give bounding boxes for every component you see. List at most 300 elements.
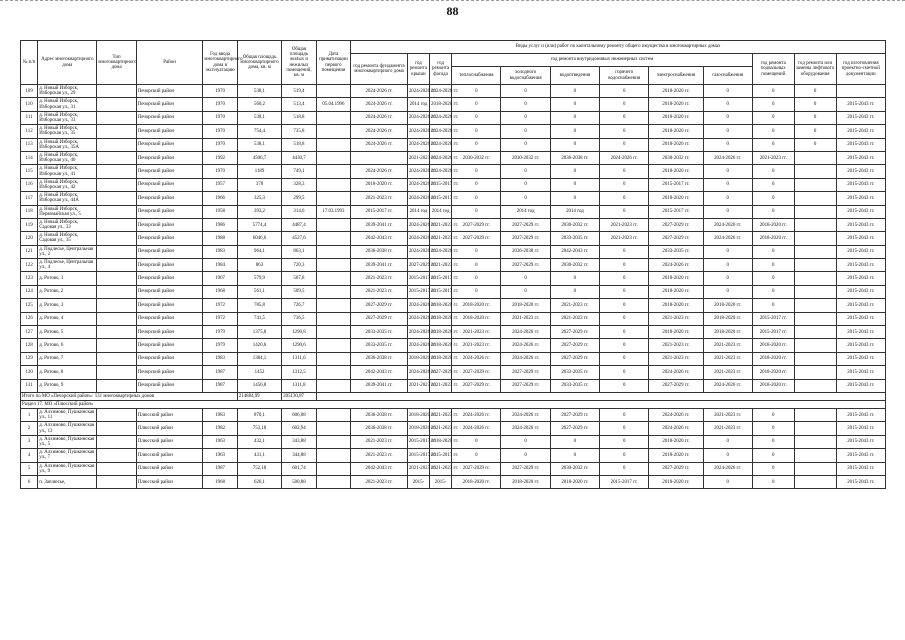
table-cell: 0 [752,192,794,205]
col-header: Общая площадь жилых и нежилых помещений, кв. м [282,41,317,85]
table-cell: Печорский район [136,98,203,111]
table-cell [316,435,351,448]
table-cell: 0 [752,259,794,272]
table-cell: 5774,4 [237,218,281,231]
table-row [21,312,886,325]
table-cell: 2014 год [501,205,550,218]
table-cell: 602,94 [282,422,317,435]
table-cell: 0 [752,178,794,191]
table-cell: 2042-2043 гг. [351,232,408,245]
table-cell: 0 [550,85,599,98]
table-cell: 0 [550,178,599,191]
table-cell: 2027-2029 гг. [550,339,599,352]
table-cell: 0 [752,138,794,151]
subgroup-header: год ремонта внутридомовых инженерных систем [452,54,753,67]
table-cell: д. Новый Изборск, Изборская ул., 42 [38,178,97,191]
table-cell: 2024-2026 гг. [407,245,429,258]
table-cell: 513,4 [282,98,317,111]
table-cell: 2021-2023 гг. [550,299,599,312]
table-cell [97,245,136,258]
table-cell: 0 [600,285,649,298]
table-cell: 2018-2020 гг. [430,352,452,365]
table-cell: 2014 год [430,205,452,218]
col-header: год ремонта фундамента многоквартирного дома [351,54,408,85]
table-cell: 2018-2020 гг. [550,475,599,488]
table-cell: 2027-2029 гг. [452,462,501,475]
table-cell [794,366,836,379]
table-cell: 2015-2043 гг. [836,151,885,164]
table-cell: 2027-2029 гг. [550,422,599,435]
table-cell: 2027-2029 гг. [452,366,501,379]
table-cell: 113 [21,138,38,151]
table-cell: 2021-2023 гг. [649,352,703,365]
table-cell: 0 [600,205,649,218]
table-cell: 2015-2043 гг. [836,245,885,258]
table-cell: 2030-2032 гг. [550,462,599,475]
table-cell: Печорский район [136,285,203,298]
table-cell: 4506,7 [237,151,281,164]
table-cell: 2015-2043 гг. [836,111,885,124]
table-cell: 0 [452,165,501,178]
table-cell: 2021-2023 гг. [351,435,408,448]
table-cell: 2018-2020 гг. [430,435,452,448]
table-cell [316,245,351,258]
table-cell: 2021-2023 гг. [430,422,452,435]
table-cell [316,379,351,392]
table-cell: д. Новый Изборск, Изборская ул., 44А [38,192,97,205]
table-cell: 2018-2020 гг. [649,125,703,138]
table-cell: 0 [452,192,501,205]
table-cell: 0 [452,259,501,272]
table-row [21,352,886,365]
table-cell: 111 [21,111,38,124]
table-cell: 2024-2026 гг. [703,232,752,245]
table-cell: 2021-2023 гг. [351,192,408,205]
table-cell: 561,1 [237,285,281,298]
table-cell: 124 [21,285,38,298]
col-header: газоснабжения [703,67,752,85]
table-row [21,192,886,205]
table-cell [316,178,351,191]
table-cell: 393,2 [237,205,281,218]
table-cell [97,366,136,379]
table-cell [316,326,351,339]
table-cell: 0 [550,111,599,124]
table-cell [97,475,136,488]
table-cell: 2014 год [407,98,429,111]
table-cell: 2018-2020 гг. [430,98,452,111]
table-cell: Печорский район [136,205,203,218]
subtotal-row [21,392,886,400]
table-row [21,408,886,421]
table-cell: Печорский район [136,366,203,379]
table-cell: 0 [501,178,550,191]
table-cell: 130 [21,366,38,379]
table-cell: 2015-2043 гг. [836,232,885,245]
table-cell: 1979 [203,326,238,339]
table-cell [316,422,351,435]
table-cell: 2015-2043 гг. [836,165,885,178]
table-cell: 2018-2020 гг. [430,339,452,352]
table-cell [316,259,351,272]
table-cell: 2036-2038 гг. [501,245,550,258]
table-cell: 343,88 [282,435,317,448]
table-cell: 1452 [237,366,281,379]
table-cell: 518,8 [282,111,317,124]
table-cell: 314,6 [282,205,317,218]
table-cell: Печорский район [136,85,203,98]
table-cell [794,326,836,339]
table-cell: 4430,7 [282,151,317,164]
table-cell: 0 [501,98,550,111]
table-cell [97,379,136,392]
table-cell: 0 [501,272,550,285]
table-cell: 0 [550,272,599,285]
table-cell: 0 [600,245,649,258]
col-header: горячего водоснабжения [600,67,649,85]
table-cell: 2018-2020 гг. [452,299,501,312]
table-cell: 0 [452,85,501,98]
table-cell: д. Новый Изборск, Изборская ул., 40 [38,151,97,164]
table-cell [316,232,351,245]
table-cell: 1384,1 [237,352,281,365]
table-cell: 1311,6 [282,352,317,365]
table-cell: Плюсский район [136,449,203,462]
table-cell: 2018-2020 гг. [452,475,501,488]
table-cell: 1189 [237,165,281,178]
table-cell: 2027-2029 гг. [550,352,599,365]
table-cell: 4 [21,449,38,462]
table-cell: 2024-2026 гг. [407,85,429,98]
table-cell [794,165,836,178]
table-cell [316,272,351,285]
table-cell [316,165,351,178]
table-cell: 2015-2043 гг. [836,435,885,448]
table-cell: 2024-2026 гг. [407,326,429,339]
table-row [21,462,886,475]
table-cell: 05.04.1996 [316,98,351,111]
table-row [21,379,886,392]
table-cell: 2024-2026 гг. [703,462,752,475]
table-cell: 0 [550,125,599,138]
table-cell: 2015-2017 гг. [649,205,703,218]
table-cell: 0 [703,85,752,98]
table-cell: Печорский район [136,299,203,312]
table-row [21,449,886,462]
table-cell [97,352,136,365]
table-cell: 0 [600,85,649,98]
table-cell: 431,1 [237,449,281,462]
table-cell: 2027-2029 гг. [501,366,550,379]
table-cell: 2015-2017 гг. [649,178,703,191]
table-cell: 1988 [203,232,238,245]
table-cell: 2024-2026 гг. [703,218,752,231]
table-cell [97,218,136,231]
table-cell: 1970 [203,125,238,138]
table-cell: 0 [600,449,649,462]
table-cell: 0 [703,245,752,258]
table-cell [794,232,836,245]
table-cell: 1312,5 [282,366,317,379]
table-cell: 0 [452,285,501,298]
table-cell: 1375,8 [237,326,281,339]
table-cell: 2024-2026 гг. [452,422,501,435]
table-cell: 2018-2020 гг. [703,326,752,339]
table-cell [794,205,836,218]
table-cell: 2018-2020 гг. [649,326,703,339]
table-cell [794,299,836,312]
table-cell: 0 [794,138,836,151]
table-cell: 127 [21,326,38,339]
table-cell [316,312,351,325]
table-cell: 0 [752,272,794,285]
table-cell: д. Ротово, 3 [38,299,97,312]
table-cell [794,312,836,325]
table-cell: 0 [452,435,501,448]
table-cell: 1963 [203,435,238,448]
table-cell: 1970 [203,138,238,151]
table-cell: 0 [550,98,599,111]
table-cell: 2024-2026 гг. [407,339,429,352]
table-cell [316,449,351,462]
col-header: год изготовления проектно-сметной документации [836,54,885,85]
table-cell: 507,8 [282,272,317,285]
table-cell: 1290,6 [282,339,317,352]
table-cell: 0 [703,435,752,448]
subtotal-rest [316,392,885,400]
table-cell: 2015-2043 гг. [836,379,885,392]
subtotal-living-area: 205130,87 [282,392,317,400]
table-cell: 2015- [430,475,452,488]
table-cell: д. Алхимово, Пушкинская ул., 7 [38,449,97,462]
table-cell: 1987 [203,462,238,475]
table-cell [316,352,351,365]
table-cell: 1966 [203,192,238,205]
table-cell: 2021-2023 гг. [501,312,550,325]
table-cell: 736,5 [282,312,317,325]
table-cell: 2015-2043 гг. [836,138,885,151]
table-cell: 432,1 [237,435,281,448]
table-cell: 2036-2038 гг. [351,422,408,435]
table-cell: 2015-2043 гг. [836,272,885,285]
table-cell: Печорский район [136,218,203,231]
table-cell: 2021-2023 гг. [452,339,501,352]
table-cell: 2015-2043 гг. [836,339,885,352]
table-cell: 1983 [203,408,238,421]
table-cell: 2015-2043 гг. [836,192,885,205]
table-cell: 0 [600,435,649,448]
table-cell: 2021-2023 гг. [649,339,703,352]
table-cell: 2024-2026 гг. [430,165,452,178]
table-cell: 0 [600,408,649,421]
table-cell: 0 [452,125,501,138]
table-cell: 1992 [203,151,238,164]
table-cell: 0 [752,435,794,448]
table-cell: 4527,6 [282,232,317,245]
table-cell [316,462,351,475]
table-cell: 2015-2043 гг. [836,475,885,488]
table-cell: 2018-2020 гг. [501,299,550,312]
table-cell: 1987 [203,366,238,379]
table-cell: д. Новый Изборск, Изборская ул., 41 [38,165,97,178]
table-cell: 0 [600,326,649,339]
table-cell: 2018-2020 гг. [752,352,794,365]
table-row [21,85,886,98]
table-cell: 2024-2026 гг. [351,138,408,151]
table-cell: 2021-2023 гг. [407,462,429,475]
table-cell: 2024-2026 гг. [407,366,429,379]
table-cell: 0 [452,245,501,258]
table-cell: 1958 [203,205,238,218]
table-cell: 2018-2020 гг. [649,138,703,151]
table-cell: 2024-2026 гг. [703,379,752,392]
table-cell: 2018-2020 гг. [649,475,703,488]
table-cell: 120 [21,232,38,245]
table-cell: 2036-2038 гг. [351,408,408,421]
table-cell: 2024-2026 гг. [351,111,408,124]
table-cell: 2024-2026 гг. [351,85,408,98]
table-cell: 2024-2026 гг. [407,111,429,124]
table-cell: 1970 [203,165,238,178]
table-cell: 2024-2026 гг. [430,85,452,98]
col-header: № п/п [21,41,38,85]
table-cell [794,449,836,462]
table-cell: 0 [550,285,599,298]
table-cell: 2033-2035 гг. [550,366,599,379]
table-cell: д. Новый Изборск, Садовая ул., 33 [38,218,97,231]
col-header: Общая площадь многоквартирного дома, кв. м [237,41,281,85]
table-cell: 0 [550,435,599,448]
table-cell: 0 [501,85,550,98]
table-cell: 2018-2020 гг. [649,192,703,205]
table-cell: Плюсский район [136,408,203,421]
table-cell: 2018-2020 гг. [407,352,429,365]
table-cell: 2033-2035 гг. [649,245,703,258]
table-cell: 0 [501,285,550,298]
table-cell: Печорский район [136,272,203,285]
table-cell: 2021-2023 гг. [430,232,452,245]
table-cell: 2024-2026 гг. [430,245,452,258]
table-cell [97,138,136,151]
table-cell [794,192,836,205]
table-cell [794,475,836,488]
table-cell: 2030-2032 гг. [501,151,550,164]
table-cell: 325,3 [237,192,281,205]
table-cell: 753,18 [237,422,281,435]
table-cell: 2024-2026 гг. [407,299,429,312]
table-cell: 2021-2023 гг. [703,339,752,352]
table-cell: 2018-2020 гг. [351,178,408,191]
table-cell: 6046,6 [237,232,281,245]
table-cell: 2039-2041 гг. [351,379,408,392]
table-cell [97,422,136,435]
table-cell: 735,8 [282,125,317,138]
table-cell: 2015-2043 гг. [836,259,885,272]
table-row [21,165,886,178]
table-cell: 0 [752,85,794,98]
table-cell: 2021-2023 гг. [407,379,429,392]
table-cell: 2018-2020 гг. [752,339,794,352]
table-cell: 2018-2020 гг. [752,218,794,231]
table-cell: 2014 год [550,205,599,218]
table-cell: 115 [21,165,38,178]
table-cell [97,449,136,462]
table-cell: 0 [550,165,599,178]
table-cell: 129 [21,352,38,365]
col-header: электроснабжения [649,67,703,85]
table-cell: 2018-2020 гг. [649,435,703,448]
table-cell: 0 [600,165,649,178]
table-cell: 2024-2026 гг. [430,138,452,151]
table-cell: 2021-2023 гг. [351,285,408,298]
table-cell [97,326,136,339]
table-cell: 2015-2043 гг. [836,462,885,475]
table-row [21,178,886,191]
table-cell: 2024-2026 гг. [407,312,429,325]
table-row [21,218,886,231]
table-cell: 2018-2020 гг. [703,312,752,325]
table-cell [316,192,351,205]
table-cell: 2018-2020 гг. [649,98,703,111]
table-cell: 0 [452,111,501,124]
col-header: водоотведения [550,67,599,85]
table-cell: 2021-2023 гг. [452,326,501,339]
table-cell [316,366,351,379]
table-cell: 1420,6 [237,339,281,352]
table-cell: 519,4 [282,85,317,98]
table-cell [97,232,136,245]
table-cell: 0 [703,192,752,205]
table-cell: 128 [21,339,38,352]
table-cell: 125 [21,299,38,312]
table-cell: 2027-2029 гг. [452,232,501,245]
table-cell: 17.03.1993 [316,205,351,218]
table-cell: 560,2 [237,98,281,111]
table-cell: 2018-2020 гг. [649,272,703,285]
table-cell: 2021-2023 гг. [407,151,429,164]
table-cell [794,435,836,448]
table-cell: 2018-2020 гг. [649,299,703,312]
table-cell: 2042-2043 гг. [351,462,408,475]
col-header: холодного водоснабжения [501,67,550,85]
table-cell: Плюсский район [136,435,203,448]
table-cell: 2015-2017 гг. [407,272,429,285]
table-cell: 538,1 [237,85,281,98]
table-row [21,299,886,312]
table-cell: 0 [600,312,649,325]
table-cell: 2027-2029 гг. [430,366,452,379]
table-cell: 2015- [407,475,429,488]
table-cell: 785,8 [237,299,281,312]
table-cell [97,408,136,421]
table-cell: 863 [237,259,281,272]
table-cell: 2015-2017 гг. [752,326,794,339]
table-cell: 2021-2023 гг. [703,422,752,435]
table-cell: 2018-2020 гг. [752,366,794,379]
table-cell: 2024-2026 гг. [407,232,429,245]
table-cell: 1987 [203,379,238,392]
table-cell: 0 [752,422,794,435]
table-cell: 741,5 [237,312,281,325]
table-cell: 0 [600,192,649,205]
table-cell: 2027-2029 гг. [501,218,550,231]
table-cell: 2024-2026 гг. [452,352,501,365]
table-cell: д. Подлесье, Центральная ул., 4 [38,259,97,272]
table-cell: д. Алхимово, Пушкинская ул., 9 [38,462,97,475]
table-cell: 0 [752,462,794,475]
table-cell [794,339,836,352]
table-cell [97,272,136,285]
